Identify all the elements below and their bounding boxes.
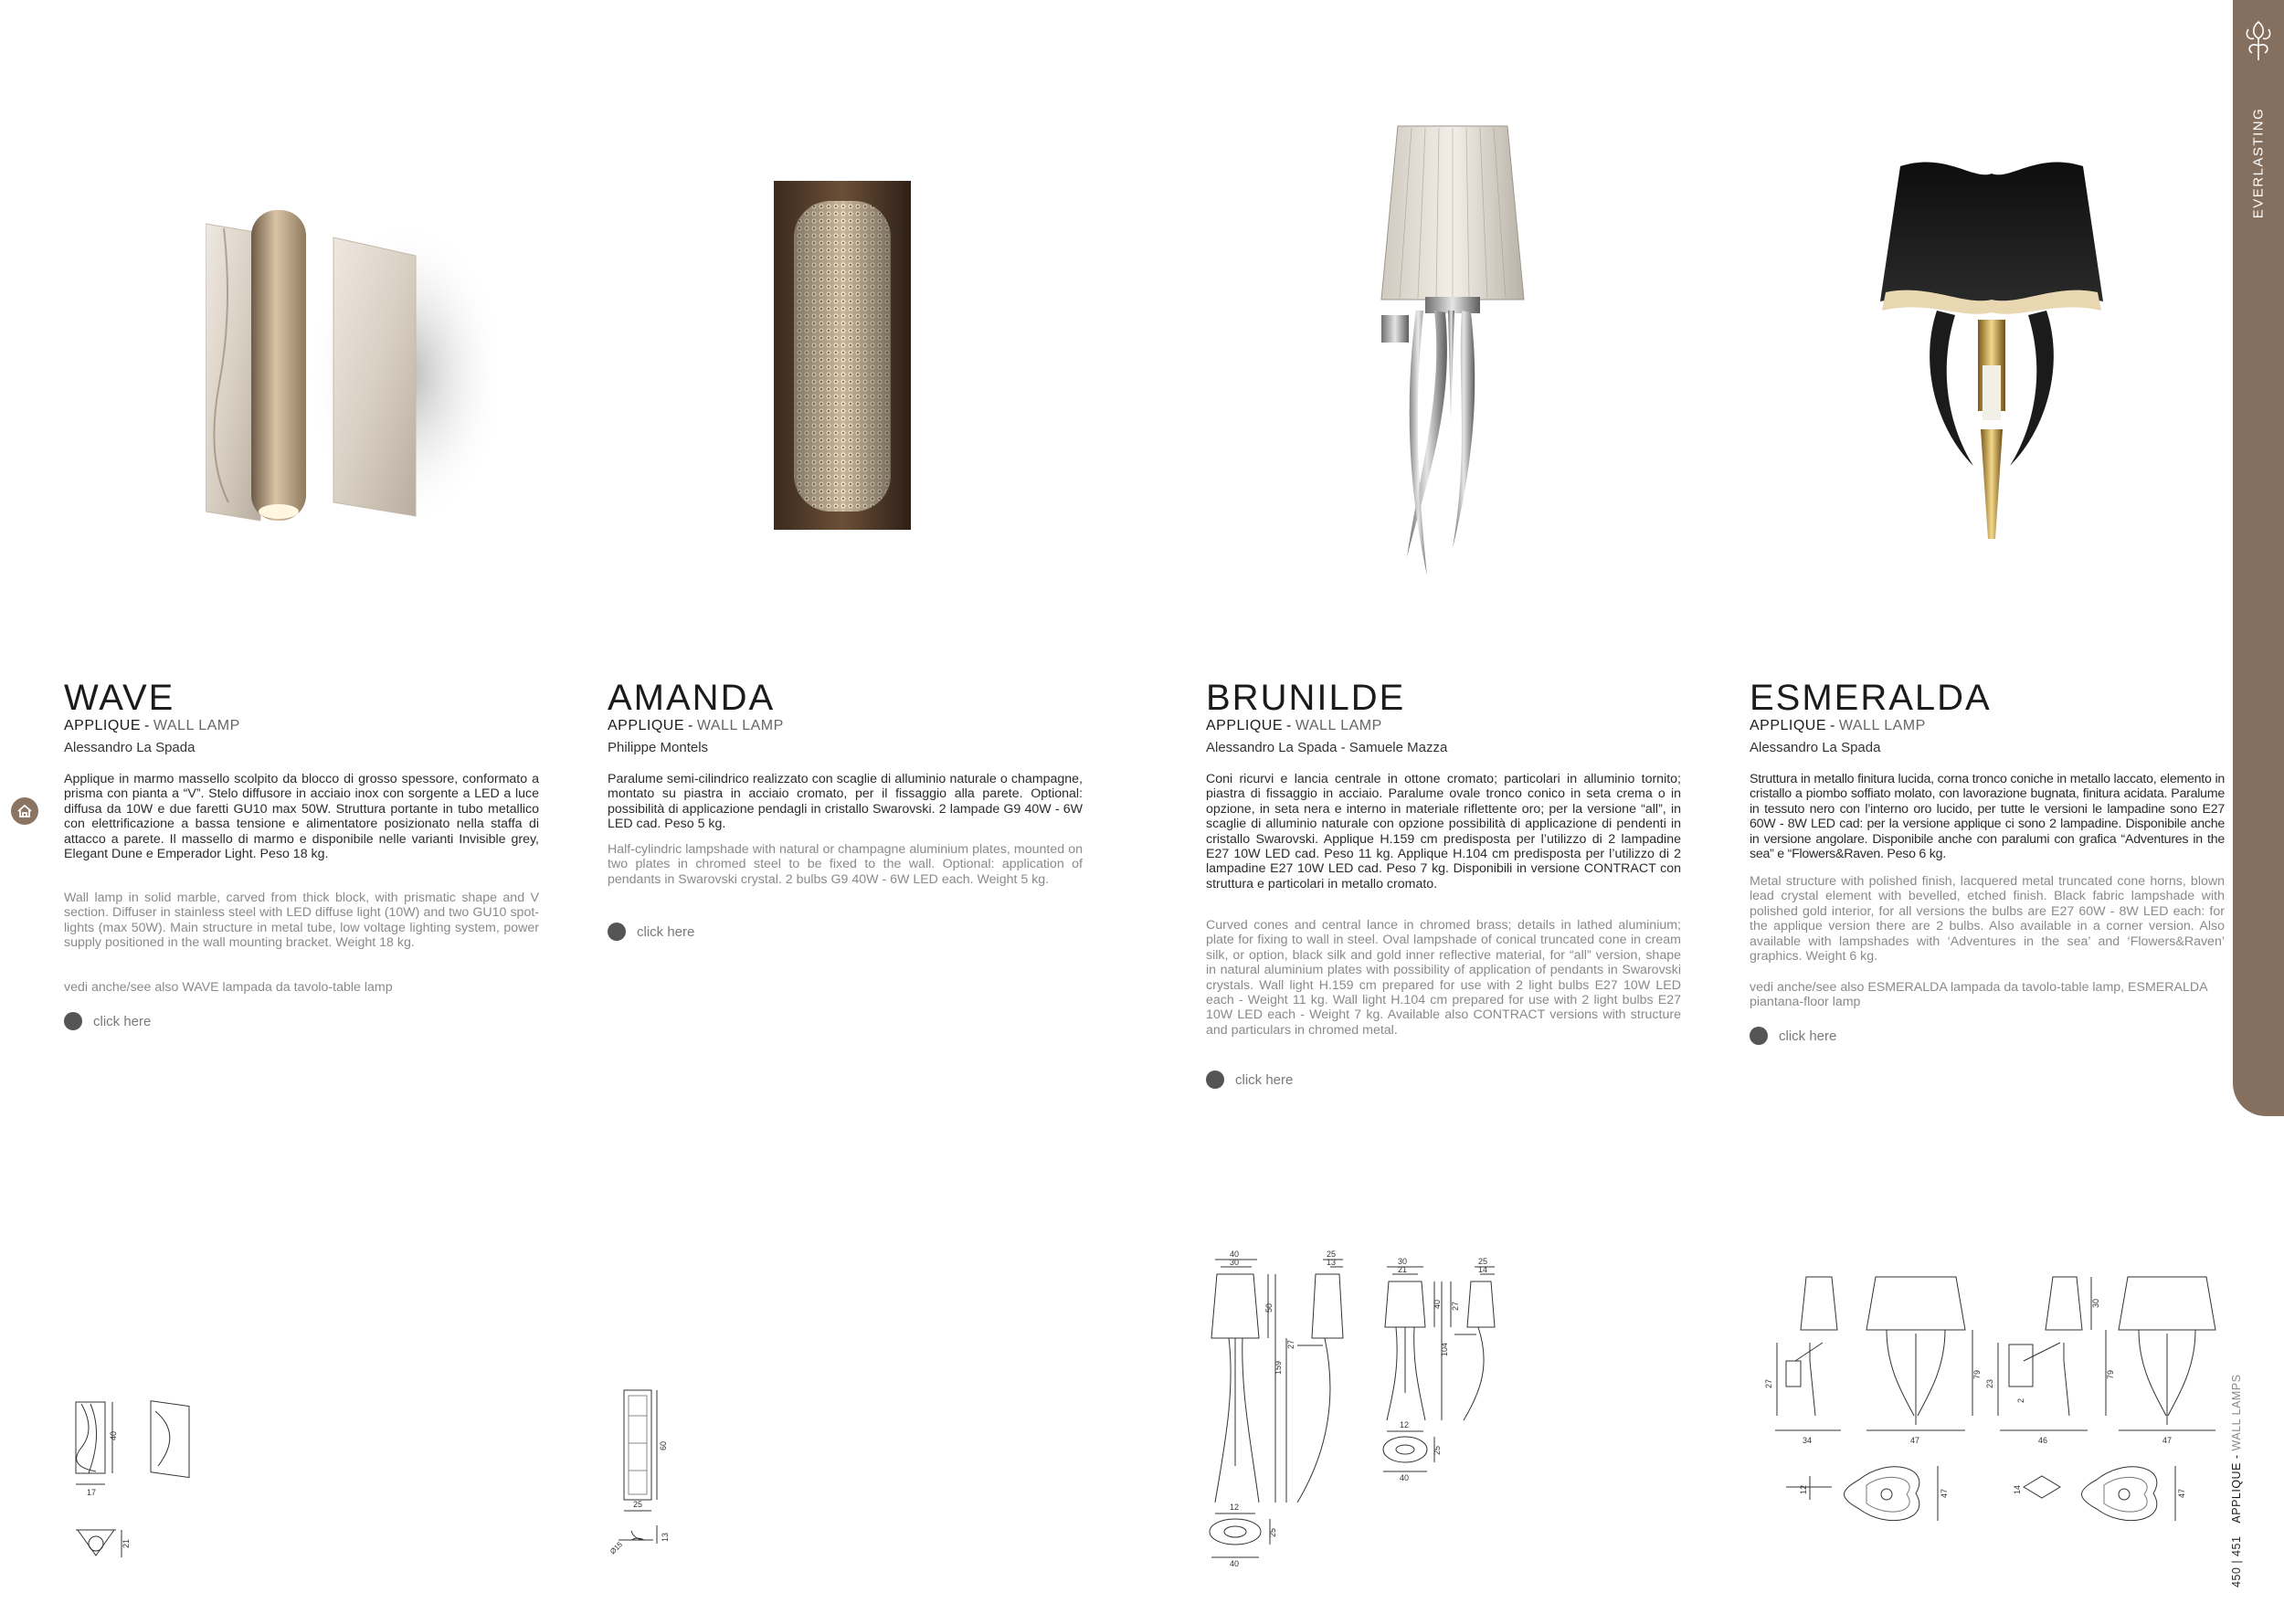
dim-c: 34 (1803, 1436, 1813, 1445)
link-label: click here (93, 1013, 152, 1029)
brunilde-photo (1370, 119, 1544, 585)
section-label: APPLIQUE - (2230, 1450, 2243, 1524)
dim-b1: 25 (1327, 1250, 1337, 1259)
dim-h3: 27 (1286, 1339, 1295, 1349)
dim-p2: 25 (1268, 1527, 1277, 1537)
click-here-link[interactable] (1750, 1027, 1836, 1045)
type-it: APPLIQUE (1750, 718, 1827, 733)
dim-d2: 14 (1478, 1265, 1488, 1274)
designer: Alessandro La Spada (64, 740, 196, 755)
dim-f: 2 (2016, 1397, 2025, 1403)
dim-a2: 30 (1230, 1258, 1240, 1267)
dim-b: 79 (1972, 1369, 1982, 1379)
designer: Alessandro La Spada - Samuele Mazza (1206, 740, 1448, 755)
home-icon (16, 803, 33, 819)
dim-a: 27 (1764, 1378, 1773, 1388)
click-here-link[interactable] (608, 923, 694, 941)
page-footer (2230, 1375, 2243, 1588)
page-numbers: 450 | 451 (2230, 1535, 2243, 1587)
type-it: APPLIQUE (1206, 718, 1284, 733)
description-en: Half-cylindric lampshade with natural or champagne aluminium plates, mounted on two plates in chromed steel to be fixed to the wall. Optional: application of pendants in Swarovski crystal. 2 bulbs G9 40W - 6W LED each. Weight 5 kg. (608, 842, 1083, 887)
link-label: click here (637, 923, 695, 940)
link-label: click here (1235, 1071, 1294, 1088)
product-type (1750, 718, 1926, 734)
brand-logo-icon (2243, 18, 2274, 64)
product-type (1206, 718, 1382, 734)
dim-c1: 30 (1398, 1257, 1408, 1266)
description-en: Wall lamp in solid marble, carved from thick block, with prismatic shape and V section. Diffuser in stainless steel with LED diffuse light (10W) and two GU10 spot-lights (max 50W). Main structure in metal tube, low voltage lighting system, power supply positioned in the wall mounting bracket. Weight 18 kg. (64, 891, 539, 951)
dim-h1: 50 (1264, 1302, 1274, 1313)
dim-k: 12 (1799, 1484, 1808, 1494)
dim-depth: 21 (122, 1538, 131, 1548)
dim-diameter: Ø15 (608, 1540, 625, 1556)
dim-d1: 25 (1478, 1257, 1488, 1266)
dim-h4: 40 (1433, 1299, 1442, 1309)
dim-m: 14 (2013, 1484, 2022, 1494)
dim-g: 30 (2091, 1298, 2100, 1308)
type-en: WALL LAMP (153, 718, 240, 733)
designer: Philippe Montels (608, 740, 709, 755)
dim-b2: 13 (1327, 1258, 1337, 1267)
see-also: vedi anche/see also WAVE lampada da tavolo-table lamp (64, 980, 393, 995)
type-separator: - (1830, 718, 1835, 733)
dim-j: 47 (2162, 1436, 2173, 1445)
description-en: Metal structure with polished finish, lacquered metal truncated cone horns, blown lead crystal element with bevelled, etched finish. Black fabric lampshade with polished gold interior, for all versions the bulbs are E27 60W - 8W LED each: for the applique version there are 2 bulbs. Also available in a corner version. Also available with lampshades with ‘Adventures in the sea’ and ‘Flowers&Raven’ graphics. Weight 6 kg. (1750, 874, 2225, 965)
dim-l: 47 (1940, 1488, 1949, 1498)
dim-depth: 13 (661, 1532, 670, 1542)
wave-technical-drawing (69, 1393, 224, 1566)
amanda-technical-drawing (608, 1379, 690, 1562)
section-sublabel: WALL LAMPS (2230, 1374, 2243, 1451)
dim-i: 46 (2038, 1436, 2048, 1445)
see-also: vedi anche/see also ESMERALDA lampada da tavolo-table lamp, ESMERALDA piantana-floor lamp (1750, 980, 2207, 1010)
designer: Alessandro La Spada (1750, 740, 1881, 755)
esmeralda-photo (1873, 155, 2110, 548)
bullet-dot-icon (1750, 1027, 1768, 1045)
dim-h: 79 (2106, 1369, 2115, 1379)
type-en: WALL LAMP (1295, 718, 1382, 733)
product-title: BRUNILDE (1206, 678, 1406, 718)
dim-c2: 21 (1398, 1265, 1408, 1274)
dim-p5: 25 (1433, 1445, 1442, 1455)
type-en: WALL LAMP (1838, 718, 1926, 733)
click-here-link[interactable] (64, 1012, 151, 1030)
type-separator: - (144, 718, 150, 733)
product-type (64, 718, 240, 734)
link-label: click here (1779, 1028, 1837, 1044)
collection-label: EVERLASTING (2250, 107, 2267, 219)
type-separator: - (688, 718, 693, 733)
dim-h2: 159 (1274, 1360, 1283, 1375)
type-it: APPLIQUE (64, 718, 142, 733)
product-type (608, 718, 784, 734)
description-it: Coni ricurvi e lancia centrale in ottone cromato; particolari in alluminio tornito; piastra di fissaggio in acciaio. Paralume ovale tronco conico in seta crema o in opzione, in seta nera e interno in materiale riflettente oro; per la versione “all”, in scaglie di alluminio naturale con opzione possibilità di applicazione di pendenti in cristallo Swarovski. Applique H.159 cm predisposta per l’utilizzo di 2 lampadine E27 10W LED cad. Peso 11 kg. Applique H.104 cm predisposta per l’utilizzo di 2 lampadine E27 10W LED cad. Peso 7 kg. Disponibili in versione CONTRACT con struttura e particolari in metallo cromato. (1206, 772, 1681, 891)
brunilde-technical-drawing (1206, 1247, 1507, 1566)
dim-height: 40 (109, 1430, 118, 1440)
dim-width: 25 (633, 1500, 643, 1509)
type-separator: - (1286, 718, 1292, 733)
dim-a1: 40 (1230, 1250, 1240, 1259)
dim-height: 60 (659, 1440, 668, 1450)
description-it: Applique in marmo massello scolpito da blocco di grosso spessore, conformato a prisma con pianta a “V”. Stelo diffusore in acciaio inox con sorgente a LED a luce diffusa da 10W e due faretti GU10 max 50W. Struttura portante in tubo metallico con elettrificazione a bassa tensione e alimentatore posizionato nella staffa di attacco a parete. Il massello di marmo e disponibile nelle varianti Invisible grey, Elegant Dune e Emperador Light. Peso 18 kg. (64, 772, 539, 862)
dim-h5: 104 (1440, 1342, 1449, 1356)
bullet-dot-icon (608, 923, 626, 941)
type-it: APPLIQUE (608, 718, 685, 733)
dim-width: 17 (87, 1488, 97, 1497)
dim-e: 23 (1985, 1378, 1994, 1388)
home-button-left[interactable] (11, 797, 38, 825)
dim-h6: 27 (1451, 1301, 1460, 1311)
description-en: Curved cones and central lance in chromed brass; details in lathed aluminium; plate for fixing to wall in steel. Oval lampshade of conical truncated cone in cream silk, or option, black silk and gold inner reflective material, for “all” version, shape in natural aluminium plates with possibility of application of pendants in Swarovski crystals. Wall light H.159 cm prepared for use with 2 light bulbs E27 10W LED each - Weight 11 kg. Wall light H.104 cm prepared for use with 2 light bulbs E27 10W LED each - Weight 7 kg. Available also CONTRACT versions with structure and particulars in chromed metal. (1206, 918, 1681, 1038)
dim-p1: 12 (1230, 1503, 1240, 1512)
type-en: WALL LAMP (696, 718, 784, 733)
wave-photo (206, 201, 498, 548)
dim-n: 47 (2177, 1488, 2186, 1498)
product-title: ESMERALDA (1750, 678, 1992, 718)
dim-p6: 40 (1400, 1473, 1410, 1482)
description-it: Paralume semi-cilindrico realizzato con scaglie di alluminio naturale o champagne, montato su piastra in acciaio cromato, per il fissaggio alla parete. Optional: possibilità di applicazione pendagli in cristallo Swarovski. 2 lampade G9 40W - 6W LED cad. Peso 5 kg. (608, 772, 1083, 832)
dim-d: 47 (1910, 1436, 1920, 1445)
collection-sidebar-tab[interactable] (2233, 0, 2284, 1116)
amanda-photo (774, 181, 911, 530)
bullet-dot-icon (1206, 1070, 1224, 1089)
product-title: WAVE (64, 678, 175, 718)
bullet-dot-icon (64, 1012, 82, 1030)
dim-p4: 12 (1400, 1420, 1410, 1429)
product-title: AMANDA (608, 678, 776, 718)
esmeralda-technical-drawing (1750, 1270, 2225, 1562)
dim-p3: 40 (1230, 1559, 1240, 1566)
click-here-link[interactable] (1206, 1070, 1293, 1089)
description-it: Struttura in metallo finitura lucida, corna tronco coniche in metallo laccato, elemento in cristallo a piombo soffiato molato, con lavorazione bugnata, finitura acidata. Paralume in tessuto nero con l’interno oro lucido, per tutte le versioni le lampadine sono E27 60W - 8W LED cad: per la versione applique ci sono 2 lampadine. Disponibile anche in versione angolare. Disponibile anche con paralumi con grafica “Adventures in the sea” e “Flowers&Raven. Peso 6 kg. (1750, 772, 2225, 862)
